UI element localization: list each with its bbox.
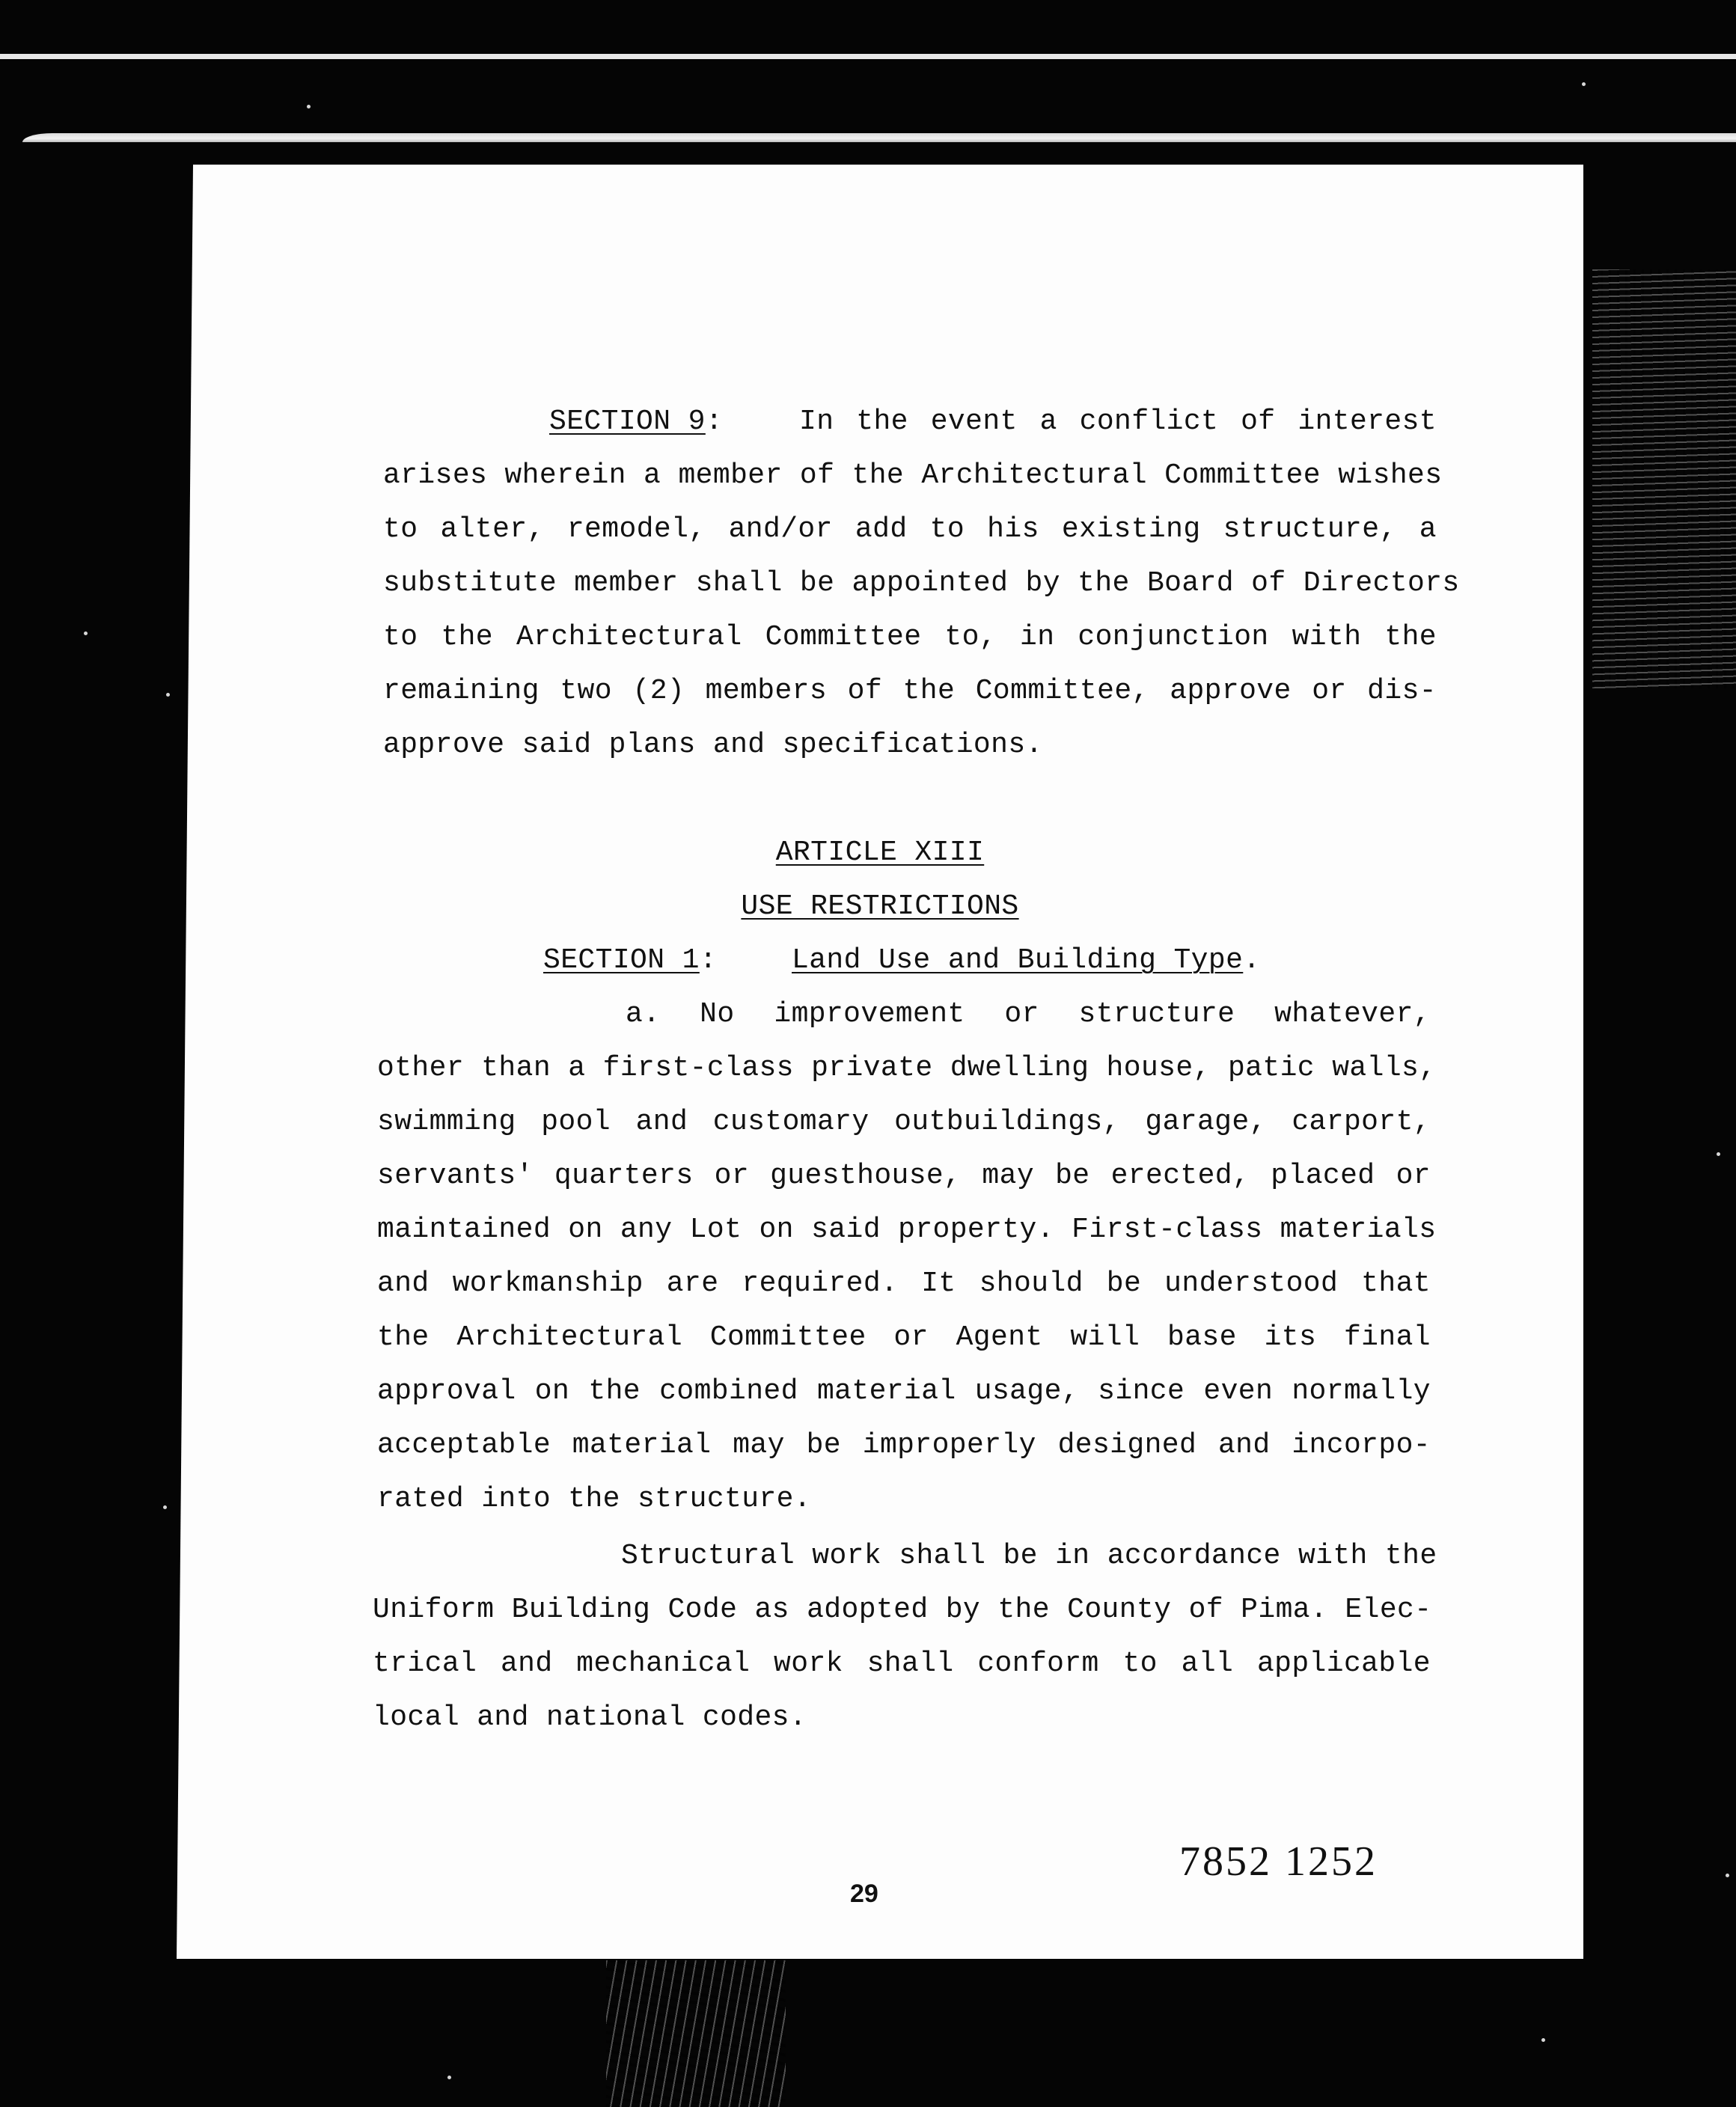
- section-9-heading-colon: :: [705, 406, 724, 438]
- section-1-heading-colon: :: [699, 944, 718, 976]
- scan-speck: [447, 2076, 451, 2079]
- section-1-heading-row: [543, 941, 717, 980]
- scan-speck: [166, 693, 170, 697]
- scan-noise-right: [1592, 269, 1736, 688]
- section-1-para-a-line: a. No improvement or structure whatever,: [626, 998, 1431, 1030]
- article-title-row: [177, 834, 1583, 872]
- scan-speck: [307, 105, 311, 108]
- section-1-title: Land Use and Building Type: [792, 944, 1244, 976]
- section-1-para-a-line: and workmanship are required. It should be understood that: [377, 1267, 1431, 1300]
- section-1-para-a-line: other than a first-class private dwelling house, patic walls,: [377, 1052, 1437, 1084]
- scan-noise-bottom: [606, 1960, 786, 2107]
- section-1-para-a-line: the Architectural Committee or Agent will base its final: [377, 1321, 1431, 1354]
- section-1-para-a-line: servants' quarters or guesthouse, may be erected, placed or: [377, 1160, 1431, 1192]
- scan-streak-second: [22, 133, 1736, 142]
- section-1-para-a-line: maintained on any Lot on said property. First-class materials: [377, 1214, 1437, 1246]
- section-1-para-a-line: approval on the combined material usage, since even normally: [377, 1375, 1431, 1407]
- section-9-line: remaining two (2) members of the Committee, approve or dis-: [383, 675, 1437, 707]
- section-9-line: In the event a conflict of interest: [799, 406, 1437, 438]
- scan-speck: [163, 1505, 167, 1509]
- scan-speck: [84, 632, 88, 635]
- document-page: [177, 165, 1583, 1959]
- section-9-line-last: approve said plans and specifications.: [383, 729, 1043, 761]
- section-1-para-b-line-last: local and national codes.: [373, 1701, 807, 1734]
- section-9-line: to the Architectural Committee to, in conjunction with the: [383, 621, 1437, 653]
- document-number: 7852 1252: [1179, 1838, 1378, 1885]
- scan-streak-top: [0, 54, 1736, 59]
- section-1-para-b-line: Uniform Building Code as adopted by the County of Pima. Elec-: [373, 1594, 1432, 1626]
- section-1-para-b-line: Structural work shall be in accordance with the: [621, 1540, 1437, 1572]
- article-subtitle: USE RESTRICTIONS: [741, 890, 1019, 923]
- scan-speck: [1717, 1152, 1720, 1156]
- scan-speck: [1726, 1874, 1729, 1877]
- page-shadow-edge: [177, 165, 193, 1959]
- section-9-line: to alter, remodel, and/or add to his existing structure, a: [383, 513, 1437, 545]
- section-1-heading: SECTION 1: [543, 944, 700, 976]
- section-1-para-a-line: swimming pool and customary outbuildings, garage, carport,: [377, 1106, 1431, 1138]
- section-1-para-a-line: acceptable material may be improperly designed and incorpo-: [377, 1429, 1431, 1461]
- article-subtitle-row: [177, 887, 1583, 926]
- section-9-heading: SECTION 9: [549, 406, 706, 438]
- section-1-title-row: [792, 941, 1261, 980]
- scan-speck: [1541, 2038, 1545, 2042]
- section-1-para-a-line-last: rated into the structure.: [377, 1483, 812, 1515]
- article-title: ARTICLE XIII: [775, 837, 985, 869]
- section-1-title-period: .: [1243, 944, 1261, 976]
- section-1-para-b-line: trical and mechanical work shall conform to all applicable: [373, 1648, 1431, 1680]
- section-9-line: substitute member shall be appointed by the Board of Directors: [383, 567, 1460, 599]
- scan-speck: [1582, 82, 1586, 86]
- section-9-line: arises wherein a member of the Architectural Committee wishes: [383, 459, 1443, 492]
- page-number: 29: [850, 1880, 878, 1908]
- section-9-heading-row: [549, 403, 723, 441]
